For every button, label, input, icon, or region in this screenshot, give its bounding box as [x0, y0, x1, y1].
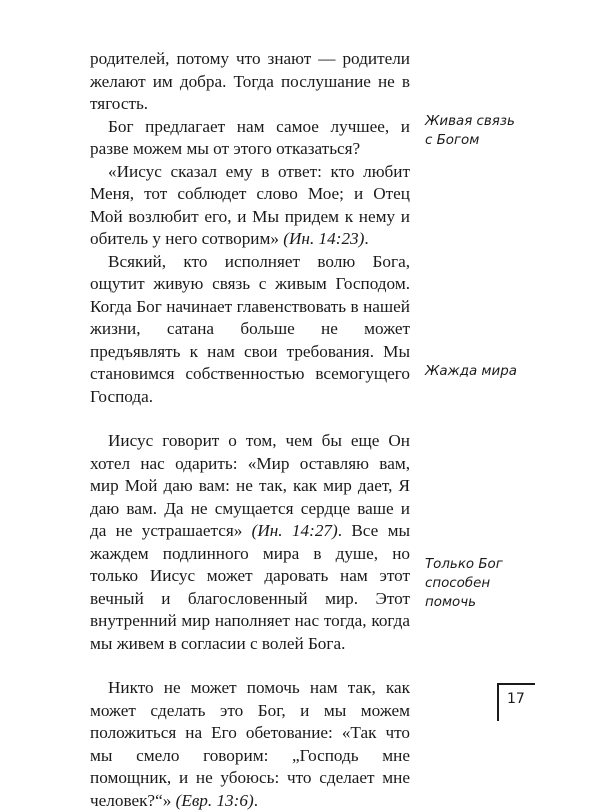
scripture-reference: (Ин. 14:27): [251, 521, 338, 540]
paragraph-2: Бог предлагает нам самое лучшее, и разве можем мы от этого отказаться?: [90, 116, 410, 158]
quote-text: Никто не может помочь нам так, как может сделать это Бог, и мы можем положиться на Его обетование: «Так что мы смело говорим: „Господь мне помощник, и не убоюсь: что сделает мне человек?“»: [90, 678, 410, 810]
sidenote-line: Живая связь: [425, 114, 515, 129]
scripture-reference: (Евр. 13:6): [175, 790, 254, 810]
sidenote-thirst-for-peace: [425, 362, 535, 381]
paragraph-4: Всякий, кто исполняет волю Бога, ощутит живую связь с живым Господом. Когда Бог начинает главенствовать в нашей жизни, сатана больше не может предъявлять к нам свои требования. Мы становимся собственностью всемогущего Господа.: [90, 251, 410, 406]
paragraph-3: [90, 161, 410, 251]
main-text-column: [90, 48, 410, 812]
quote-end: .: [253, 790, 258, 810]
sidenote-living-connection: [425, 112, 535, 150]
scripture-reference: (Ин. 14:23): [283, 229, 365, 248]
quote-text: «Иисус сказал ему в ответ: кто любит Меня, тот соблюдет слово Мое; и Отец Мой возлюбит его, и Мы придем к нему и обитель у него сотворим»: [90, 161, 410, 248]
sidenote-line: способен помочь: [425, 576, 491, 610]
page-number: 17: [507, 691, 525, 707]
paragraph-6: [90, 677, 410, 812]
paragraph-1: родителей, потому что знают — родители желают им добра. Тогда послушание не в тягость.: [90, 49, 410, 113]
sidenote-line: Жажда мира: [425, 364, 517, 379]
paragraph-continuation: . Все мы жаждем подлинного мира в душе, но только Иисус может даровать нам этот вечный и благословенный мир. Этот внутренний мир наполняет нас тогда, когда мы живем в согласии с волей Бога.: [90, 521, 410, 653]
quote-text: Иисус говорит о том, чем бы еще Он хотел нас одарить: «Мир оставляю вам, мир Мой даю вам: не так, как мир дает, Я даю вам. Да не смущается сердце ваше и да не устрашается»: [90, 431, 410, 540]
quote-end: .: [364, 229, 369, 248]
sidenote-only-god-helps: [425, 555, 535, 612]
sidenote-line: с Богом: [425, 133, 480, 148]
sidenote-line: Только Бог: [425, 557, 503, 572]
paragraph-5: [90, 430, 410, 655]
